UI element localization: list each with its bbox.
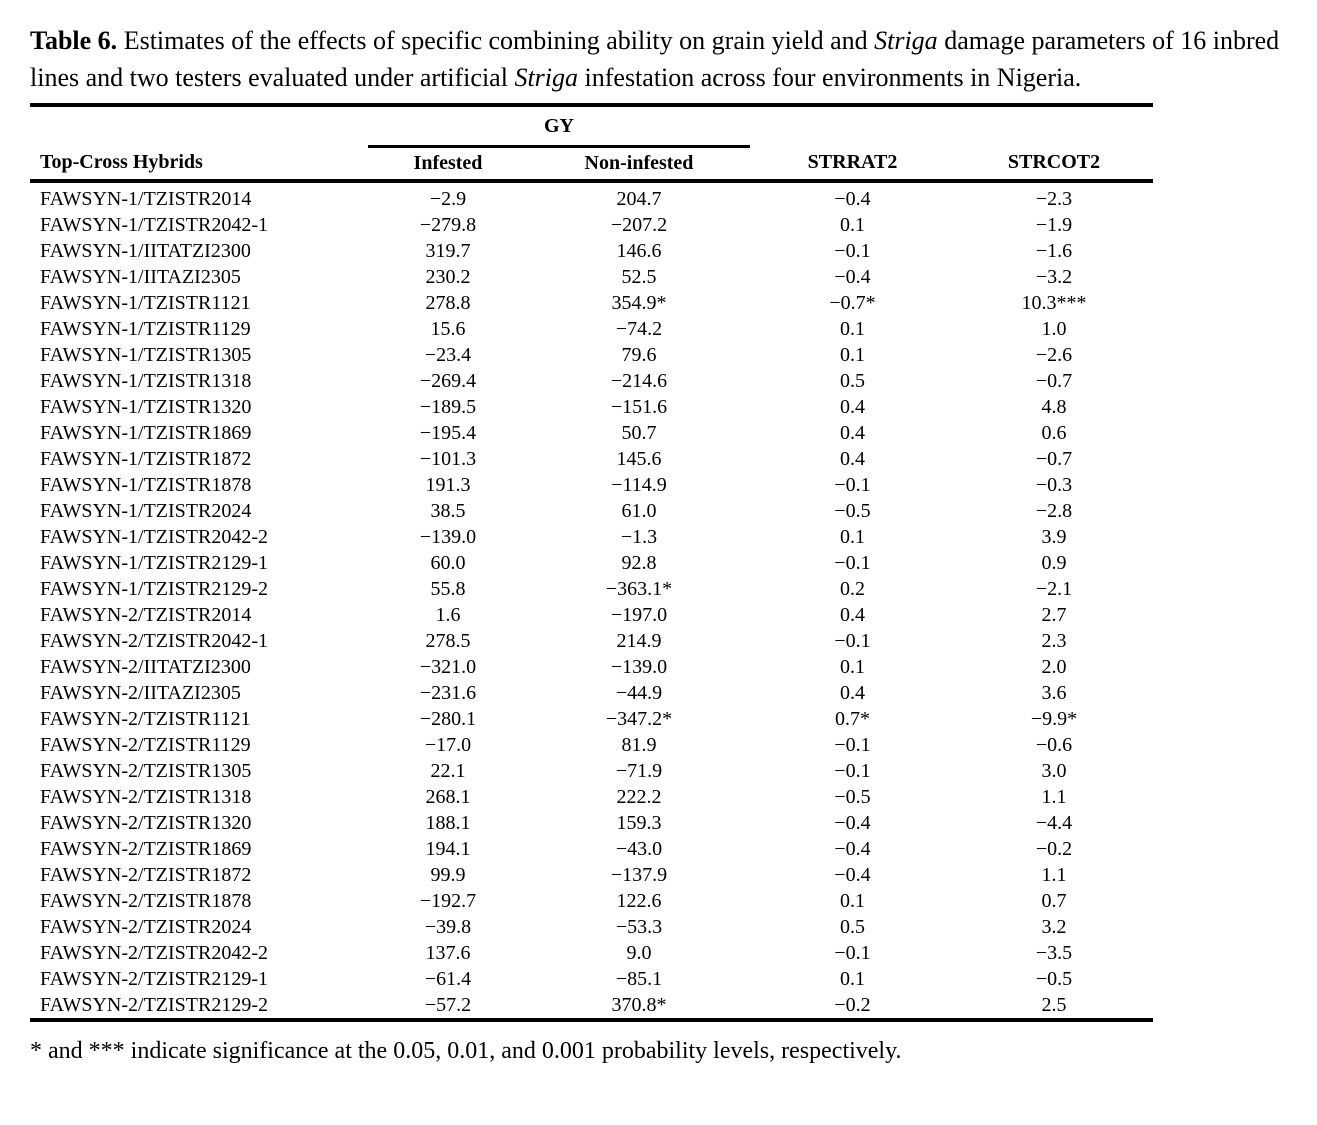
cell-hybrid: FAWSYN-1/TZISTR2042-2 (40, 526, 269, 548)
table-row (30, 212, 1153, 238)
cell-strrat2: 0.5 (840, 916, 865, 938)
table-row (30, 446, 1153, 472)
cell-hybrid: FAWSYN-1/TZISTR2042-1 (40, 214, 269, 236)
table-row (30, 680, 1153, 706)
cell-gy-non-infested: 222.2 (616, 786, 662, 808)
cell-hybrid: FAWSYN-2/TZISTR2129-1 (40, 968, 269, 990)
cell-gy-non-infested: −363.1* (605, 578, 673, 600)
cell-strcot2: 3.9 (1041, 526, 1067, 548)
table-row (30, 181, 1153, 212)
cell-gy-non-infested: −1.3 (620, 526, 658, 548)
cell-strcot2: 4.8 (1041, 396, 1067, 418)
cell-strrat2: −0.5 (834, 786, 871, 808)
cell-gy-infested: 137.6 (425, 942, 471, 964)
cell-strrat2: 0.1 (840, 890, 865, 912)
cell-strrat2: 0.1 (840, 344, 865, 366)
column-header-hybrids: Top-Cross Hybrids (30, 147, 368, 182)
caption-label: Table 6. (30, 26, 118, 55)
table-row (30, 524, 1153, 550)
cell-hybrid: FAWSYN-1/TZISTR1318 (40, 370, 252, 392)
cell-gy-non-infested: −197.0 (610, 604, 668, 626)
cell-gy-infested: −101.3 (419, 448, 477, 470)
cell-gy-non-infested: −207.2 (610, 214, 668, 236)
cell-gy-infested: −23.4 (424, 344, 472, 366)
cell-gy-infested: 60.0 (430, 552, 466, 574)
cell-hybrid: FAWSYN-2/TZISTR1318 (40, 786, 252, 808)
cell-hybrid: FAWSYN-2/IITATZI2300 (40, 656, 251, 678)
cell-gy-non-infested: 52.5 (621, 266, 657, 288)
table-row (30, 472, 1153, 498)
cell-hybrid: FAWSYN-1/IITAZI2305 (40, 266, 241, 288)
cell-strrat2: −0.4 (834, 266, 871, 288)
cell-strcot2: −0.2 (1035, 838, 1073, 860)
cell-gy-infested: 194.1 (425, 838, 471, 860)
cell-strcot2: 3.0 (1041, 760, 1067, 782)
cell-strcot2: −3.2 (1035, 266, 1073, 288)
column-header-strrat2: STRRAT2 (750, 147, 955, 182)
cell-gy-infested: −195.4 (419, 422, 477, 444)
cell-hybrid: FAWSYN-2/TZISTR1872 (40, 864, 252, 886)
cell-gy-non-infested: −214.6 (610, 370, 668, 392)
cell-gy-infested: 99.9 (430, 864, 466, 886)
cell-strcot2: 0.6 (1041, 422, 1067, 444)
cell-strcot2: −0.3 (1035, 474, 1073, 496)
cell-hybrid: FAWSYN-2/TZISTR2042-2 (40, 942, 269, 964)
cell-gy-non-infested: −44.9 (615, 682, 663, 704)
table-row (30, 784, 1153, 810)
cell-gy-infested: −321.0 (419, 656, 477, 678)
cell-strcot2: −0.7 (1035, 370, 1073, 392)
cell-hybrid: FAWSYN-2/TZISTR1878 (40, 890, 252, 912)
cell-hybrid: FAWSYN-2/TZISTR1129 (40, 734, 251, 756)
table-row (30, 758, 1153, 784)
cell-gy-non-infested: 204.7 (616, 188, 662, 210)
cell-gy-infested: −57.2 (424, 994, 472, 1016)
cell-hybrid: FAWSYN-1/TZISTR2129-1 (40, 552, 269, 574)
cell-gy-non-infested: −114.9 (611, 474, 667, 496)
table-caption (30, 22, 1292, 96)
cell-strcot2: −0.7 (1035, 448, 1073, 470)
cell-strcot2: −0.6 (1035, 734, 1073, 756)
table-row (30, 368, 1153, 394)
cell-hybrid: FAWSYN-1/TZISTR1872 (40, 448, 252, 470)
table-row (30, 836, 1153, 862)
cell-strrat2: −0.1 (834, 630, 871, 652)
cell-strrat2: −0.1 (834, 760, 871, 782)
cell-strrat2: −0.1 (834, 240, 871, 262)
sca-effects-table (30, 103, 1153, 1022)
cell-gy-infested: 191.3 (425, 474, 471, 496)
table-row (30, 810, 1153, 836)
table-row (30, 264, 1153, 290)
cell-gy-infested: 15.6 (430, 318, 466, 340)
cell-gy-infested: 22.1 (430, 760, 466, 782)
table-row (30, 576, 1153, 602)
cell-strcot2: 1.1 (1041, 864, 1067, 886)
cell-strrat2: 0.1 (840, 214, 865, 236)
cell-gy-non-infested: 354.9* (611, 292, 667, 314)
cell-strcot2: 10.3*** (1021, 292, 1087, 314)
cell-gy-non-infested: 92.8 (621, 552, 657, 574)
table-row (30, 914, 1153, 940)
table-row (30, 888, 1153, 914)
cell-gy-non-infested: −85.1 (615, 968, 663, 990)
cell-hybrid: FAWSYN-2/TZISTR2024 (40, 916, 252, 938)
group-header-spacer-strcot2 (955, 105, 1153, 147)
cell-strrat2: −0.4 (834, 838, 871, 860)
cell-strcot2: −2.3 (1035, 188, 1073, 210)
table-row (30, 706, 1153, 732)
cell-gy-non-infested: 370.8* (611, 994, 667, 1016)
cell-strcot2: 1.1 (1041, 786, 1067, 808)
table-row (30, 966, 1153, 992)
cell-hybrid: FAWSYN-1/TZISTR2014 (40, 188, 252, 210)
cell-gy-infested: −2.9 (429, 188, 467, 210)
significance-footnote: * and *** indicate significance at the 0.05, 0.01, and 0.001 probability levels, respectively. (30, 1038, 902, 1064)
table-row (30, 394, 1153, 420)
cell-hybrid: FAWSYN-1/TZISTR2024 (40, 500, 252, 522)
cell-strrat2: −0.7* (829, 292, 876, 314)
cell-gy-infested: 188.1 (425, 812, 471, 834)
table-row (30, 628, 1153, 654)
cell-gy-non-infested: 146.6 (616, 240, 662, 262)
caption-italic-striga-1: Striga (874, 26, 938, 55)
cell-gy-infested: −269.4 (419, 370, 477, 392)
cell-strcot2: −0.5 (1035, 968, 1073, 990)
cell-strrat2: −0.1 (834, 734, 871, 756)
table-row (30, 498, 1153, 524)
cell-gy-non-infested: 145.6 (616, 448, 662, 470)
cell-hybrid: FAWSYN-2/TZISTR1320 (40, 812, 252, 834)
cell-gy-non-infested: −74.2 (615, 318, 663, 340)
cell-hybrid: FAWSYN-2/TZISTR2042-1 (40, 630, 269, 652)
cell-gy-non-infested: −139.0 (610, 656, 668, 678)
cell-strcot2: 3.6 (1041, 682, 1067, 704)
cell-hybrid: FAWSYN-2/TZISTR2129-2 (40, 994, 269, 1016)
cell-strcot2: −9.9* (1030, 708, 1078, 730)
cell-hybrid: FAWSYN-1/TZISTR1878 (40, 474, 252, 496)
cell-strrat2: 0.2 (840, 578, 865, 600)
cell-strrat2: −0.1 (834, 474, 871, 496)
cell-gy-non-infested: 50.7 (621, 422, 657, 444)
cell-strrat2: 0.5 (840, 370, 865, 392)
cell-hybrid: FAWSYN-2/TZISTR1869 (40, 838, 252, 860)
cell-gy-infested: 278.5 (425, 630, 471, 652)
cell-hybrid: FAWSYN-1/TZISTR1869 (40, 422, 252, 444)
column-header-row (30, 147, 1153, 182)
cell-gy-non-infested: −43.0 (615, 838, 663, 860)
table-row (30, 654, 1153, 680)
cell-strrat2: −0.1 (834, 942, 871, 964)
column-header-non-infested: Non-infested (528, 147, 750, 182)
cell-strcot2: 0.9 (1041, 552, 1067, 574)
cell-strcot2: −3.5 (1035, 942, 1073, 964)
cell-strcot2: −4.4 (1035, 812, 1073, 834)
table-row (30, 992, 1153, 1020)
cell-gy-infested: −192.7 (419, 890, 477, 912)
cell-gy-non-infested: 79.6 (621, 344, 657, 366)
cell-gy-non-infested: −151.6 (610, 396, 668, 418)
cell-strrat2: −0.4 (834, 188, 871, 210)
cell-gy-infested: 278.8 (425, 292, 471, 314)
cell-strcot2: −2.6 (1035, 344, 1073, 366)
table-row (30, 420, 1153, 446)
cell-hybrid: FAWSYN-2/IITAZI2305 (40, 682, 241, 704)
table-row (30, 940, 1153, 966)
cell-hybrid: FAWSYN-2/TZISTR2014 (40, 604, 252, 626)
cell-gy-non-infested: −71.9 (615, 760, 663, 782)
group-header-spacer-left (30, 105, 368, 147)
cell-gy-non-infested: 61.0 (621, 500, 657, 522)
cell-strrat2: 0.4 (840, 422, 865, 444)
cell-strcot2: −2.1 (1035, 578, 1073, 600)
table-body (30, 181, 1153, 1020)
caption-text-1: Estimates of the effects of specific combining ability on grain yield and (117, 26, 875, 55)
table-row (30, 290, 1153, 316)
cell-strrat2: 0.1 (840, 968, 865, 990)
cell-strcot2: 2.5 (1041, 994, 1067, 1016)
cell-strrat2: −0.4 (834, 864, 871, 886)
table-row (30, 316, 1153, 342)
cell-strrat2: 0.1 (840, 318, 865, 340)
cell-gy-infested: 1.6 (435, 604, 461, 626)
table-row (30, 342, 1153, 368)
cell-gy-infested: −189.5 (419, 396, 477, 418)
cell-gy-non-infested: 159.3 (616, 812, 662, 834)
cell-gy-infested: −17.0 (424, 734, 472, 756)
caption-text-2: damage parameters of 16 inbred lines and two testers evaluated under artificial (30, 26, 1280, 92)
table-row (30, 550, 1153, 576)
cell-gy-non-infested: −347.2* (605, 708, 673, 730)
cell-gy-infested: −139.0 (419, 526, 477, 548)
cell-strcot2: −2.8 (1035, 500, 1073, 522)
column-header-strcot2: STRCOT2 (955, 147, 1153, 182)
cell-gy-infested: 55.8 (430, 578, 466, 600)
cell-strrat2: −0.4 (834, 812, 871, 834)
table-row (30, 238, 1153, 264)
cell-strcot2: −1.9 (1035, 214, 1073, 236)
group-header-gy: GY (368, 105, 750, 147)
cell-hybrid: FAWSYN-2/TZISTR1305 (40, 760, 252, 782)
cell-gy-infested: 319.7 (425, 240, 471, 262)
cell-hybrid: FAWSYN-2/TZISTR1121 (40, 708, 251, 730)
cell-hybrid: FAWSYN-1/IITATZI2300 (40, 240, 251, 262)
table-row (30, 862, 1153, 888)
cell-strrat2: −0.5 (834, 500, 871, 522)
table-row (30, 602, 1153, 628)
cell-strcot2: 2.0 (1041, 656, 1067, 678)
cell-hybrid: FAWSYN-1/TZISTR1305 (40, 344, 252, 366)
cell-strrat2: 0.4 (840, 396, 865, 418)
cell-strcot2: 0.7 (1041, 890, 1067, 912)
cell-gy-infested: −39.8 (424, 916, 472, 938)
cell-strrat2: 0.1 (840, 656, 865, 678)
cell-strcot2: −1.6 (1035, 240, 1073, 262)
cell-strrat2: −0.2 (834, 994, 871, 1016)
cell-gy-infested: −280.1 (419, 708, 477, 730)
group-header-row (30, 105, 1153, 147)
cell-gy-infested: −279.8 (419, 214, 477, 236)
cell-strrat2: 0.7* (835, 708, 870, 730)
cell-gy-non-infested: 81.9 (621, 734, 657, 756)
cell-hybrid: FAWSYN-1/TZISTR1121 (40, 292, 251, 314)
cell-strrat2: 0.4 (840, 604, 865, 626)
cell-strcot2: 1.0 (1041, 318, 1067, 340)
group-header-spacer-strrat2 (750, 105, 955, 147)
cell-hybrid: FAWSYN-1/TZISTR2129-2 (40, 578, 269, 600)
cell-strcot2: 2.7 (1041, 604, 1067, 626)
cell-gy-infested: 230.2 (425, 266, 471, 288)
cell-strrat2: 0.4 (840, 682, 865, 704)
cell-hybrid: FAWSYN-1/TZISTR1320 (40, 396, 252, 418)
cell-strrat2: 0.4 (840, 448, 865, 470)
cell-gy-non-infested: 9.0 (626, 942, 652, 964)
cell-gy-infested: 38.5 (430, 500, 466, 522)
cell-hybrid: FAWSYN-1/TZISTR1129 (40, 318, 251, 340)
column-header-infested: Infested (368, 147, 528, 182)
caption-italic-striga-2: Striga (514, 63, 579, 92)
cell-strrat2: 0.1 (840, 526, 865, 548)
table-row (30, 732, 1153, 758)
cell-gy-non-infested: −137.9 (610, 864, 668, 886)
cell-gy-non-infested: 214.9 (616, 630, 662, 652)
cell-strcot2: 2.3 (1041, 630, 1067, 652)
cell-gy-non-infested: −53.3 (615, 916, 663, 938)
cell-gy-non-infested: 122.6 (616, 890, 662, 912)
cell-gy-infested: −61.4 (424, 968, 472, 990)
cell-strcot2: 3.2 (1041, 916, 1067, 938)
cell-gy-infested: 268.1 (425, 786, 471, 808)
caption-text-3: infestation across four environments in Nigeria. (578, 63, 1082, 92)
cell-strrat2: −0.1 (834, 552, 871, 574)
cell-gy-infested: −231.6 (419, 682, 477, 704)
